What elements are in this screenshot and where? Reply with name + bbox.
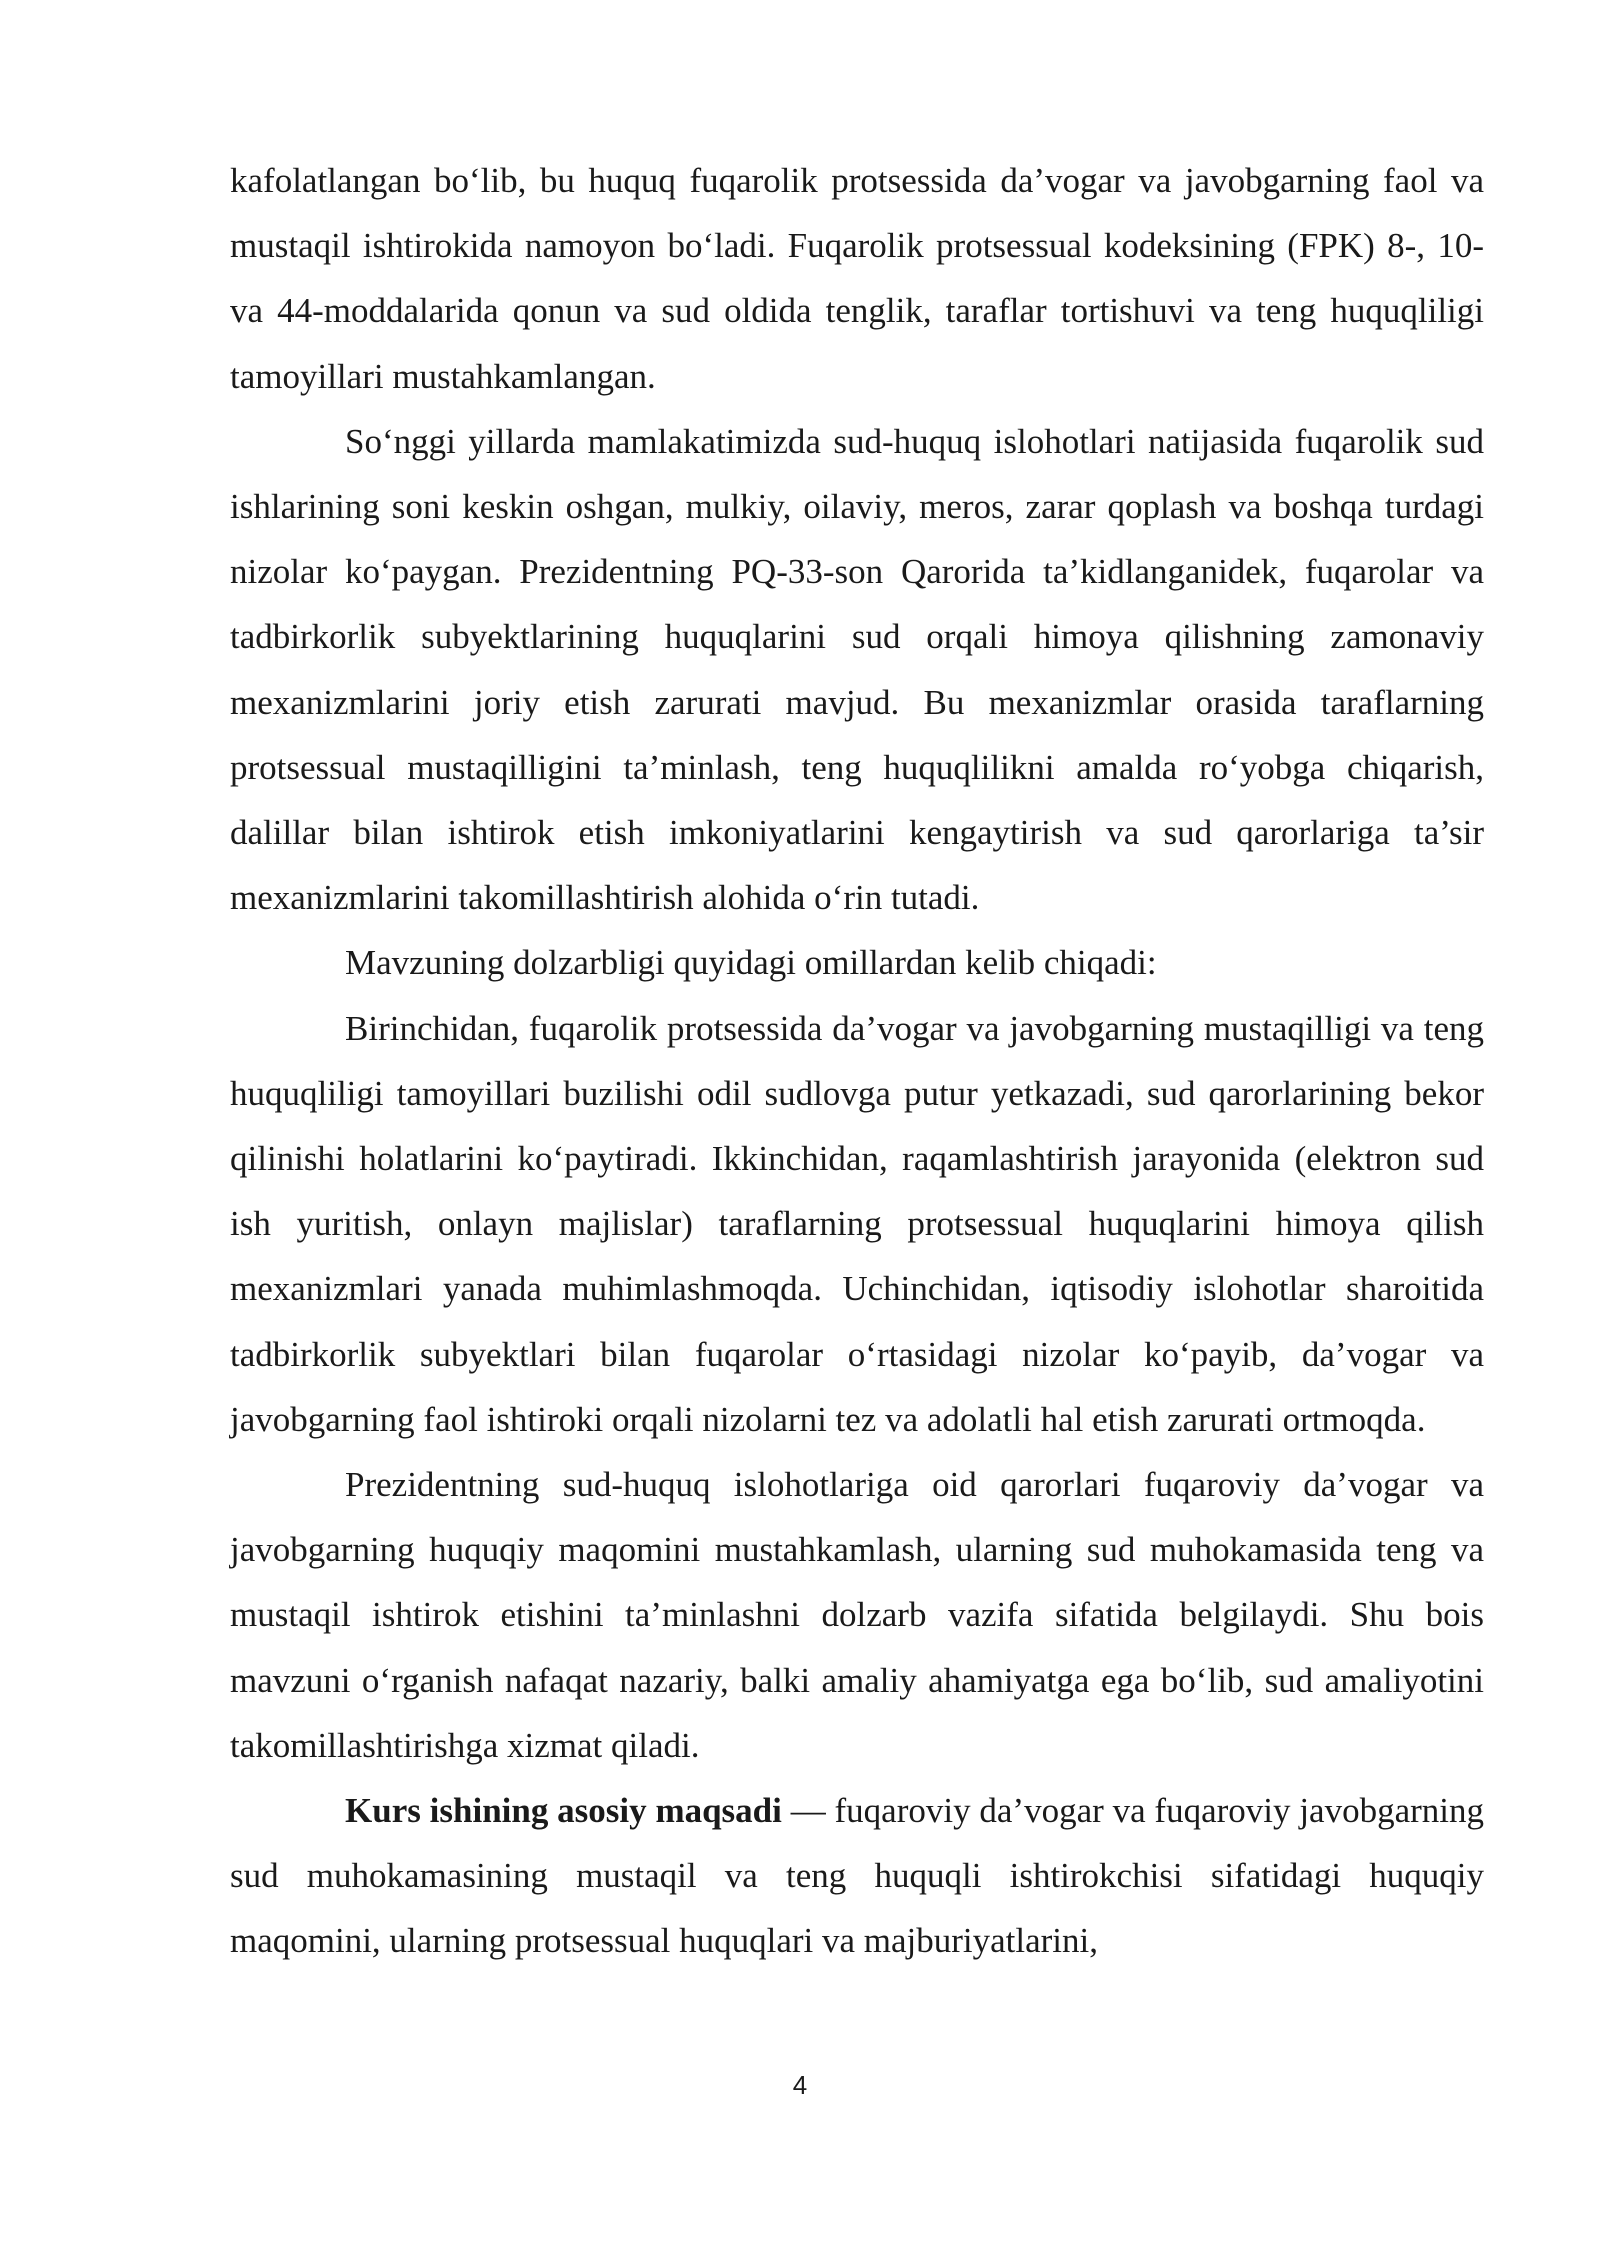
paragraph-3: Mavzuning dolzarbligi quyidagi omillardan kelib chiqadi:	[345, 943, 1157, 983]
paragraph-2: So‘nggi yillarda mamlakatimizda sud-huquq islohotlari natijasida fuqarolik sud ishlarining soni keskin oshgan, mulkiy, oilaviy, meros, zarar qoplash va boshqa turdagi nizolar ko‘paygan. Prezidentning PQ-33-son Qarorida ta’kidlanganidek, fuqarolar va tadbirkorlik subyektlarining huquqlarini sud orqali himoya qilishning zamonaviy mexanizmlarini joriy etish zarurati mavjud. Bu mexanizmlar orasida taraflarning protsessual mustaqilligini ta’minlash, teng huquqlilikni amalda ro‘yobga chiqarish, dalillar bilan ishtirok etish imkoniyatlarini kengaytirish va sud qarorlariga ta’sir mexanizmlarini takomillashtirish alohida o‘rin tutadi.	[230, 421, 1484, 918]
paragraph-4: Birinchidan, fuqarolik protsessida da’vogar va javobgarning mustaqilligi va teng huquqliligi tamoyillari buzilishi odil sudlovga putur yetkazadi, sud qarorlarining bekor qilinishi holatlarini ko‘paytiradi. Ikkinchidan, raqamlashtirish jarayonida (elektron sud ish yuritish, onlayn majlislar) taraflarning protsessual huquqlarini himoya qilish mexanizmlari yanada muhimlashmoqda. Uchinchidan, iqtisodiy islohotlar sharoitida tadbirkorlik subyektlari bilan fuqarolar o‘rtasidagi nizolar ko‘payib, da’vogar va javobgarning faol ishtiroki orqali nizolarni tez va adolatli hal etish zarurati ortmoqda.	[230, 1008, 1484, 1439]
paragraph-6	[230, 1778, 1484, 1974]
paragraph-1: kafolatlangan bo‘lib, bu huquq fuqarolik protsessida da’vogar va javobgarning faol va mustaqil ishtirokida namoyon bo‘ladi. Fuqarolik protsessual kodeksining (FPK) 8-, 10- va 44-moddalarida qonun va sud oldida tenglik, taraflar tortishuvi va teng huquqliligi tamoyillari mustahkamlangan.	[230, 161, 1484, 396]
goal-heading: Kurs ishining asosiy maqsadi	[345, 1791, 782, 1831]
paragraph-5: Prezidentning sud-huquq islohotlariga oid qarorlari fuqaroviy da’vogar va javobgarning huquqiy maqomini mustahkamlash, ularning sud muhokamasida teng va mustaqil ishtirok etishini ta’minlashni dolzarb vazifa sifatida belgilaydi. Shu bois mavzuni o‘rganish nafaqat nazariy, balki amaliy ahamiyatga ega bo‘lib, sud amaliyotini takomillashtirishga xizmat qiladi.	[230, 1465, 1484, 1765]
body-text	[230, 148, 1484, 1974]
goal-text: — fuqaroviy da’vogar va fuqaroviy javobgarning sud muhokamasining mustaqil va teng huquqli ishtirokchisi sifatidagi huquqiy maqomini, ularning protsessual huquqlari va majburiyatlarini,	[230, 1791, 1484, 1961]
page-number: 4	[792, 2070, 808, 2100]
